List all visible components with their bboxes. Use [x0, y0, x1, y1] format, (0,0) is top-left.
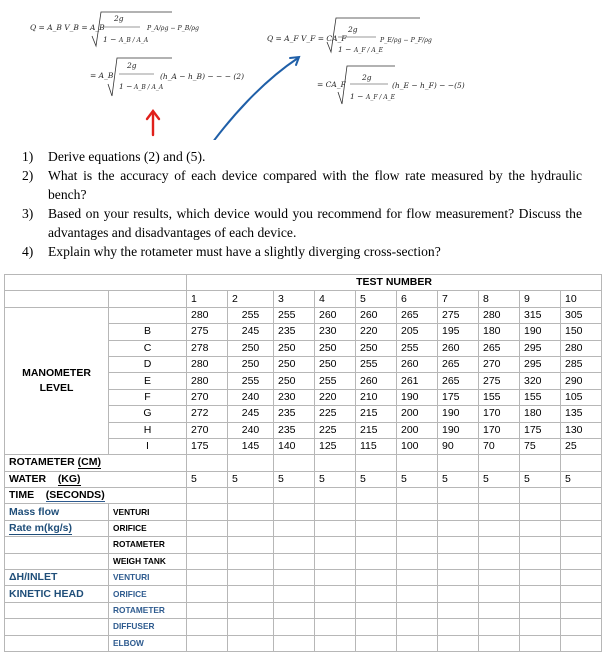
manometer-value: 175	[438, 389, 479, 405]
manometer-value: 115	[356, 438, 397, 454]
test-number: 10	[561, 291, 602, 307]
manometer-value: 272	[187, 406, 228, 422]
manometer-value: 275	[187, 324, 228, 340]
water-value: 5	[397, 471, 438, 487]
manometer-value: 270	[187, 422, 228, 438]
manometer-value: 305	[561, 307, 602, 323]
dh-row	[5, 570, 602, 586]
manometer-value: 255	[228, 307, 274, 323]
manometer-value: 265	[479, 340, 520, 356]
manometer-value: 280	[187, 356, 228, 372]
manometer-value: 280	[479, 307, 520, 323]
time-label: TIME (SECONDS)	[5, 488, 187, 504]
blue-curved-arrow	[207, 57, 299, 140]
orifice-numer: 2g	[348, 25, 358, 34]
manometer-value: 280	[187, 307, 228, 323]
manometer-tube-label: B	[109, 324, 187, 340]
venturi-denom: 1 −	[103, 35, 117, 44]
orifice-eq5-ratio: A_F / A_E	[366, 94, 396, 101]
manometer-value: 220	[356, 324, 397, 340]
orifice-ratio: A_F / A_E	[354, 47, 384, 54]
question-2	[22, 166, 582, 204]
results-table	[4, 274, 602, 652]
mass-flow-label-line2: Rate m(kg/s)	[5, 520, 109, 536]
manometer-value: 155	[479, 389, 520, 405]
manometer-value: 190	[438, 422, 479, 438]
manometer-value: 105	[561, 389, 602, 405]
manometer-value: 175	[520, 422, 561, 438]
manometer-tube-label: I	[109, 438, 187, 454]
dh-row	[5, 586, 602, 602]
water-label: WATER (KG)	[5, 471, 187, 487]
manometer-value: 260	[438, 340, 479, 356]
manometer-value: 270	[187, 389, 228, 405]
manometer-value: 280	[561, 340, 602, 356]
manometer-value: 250	[315, 356, 356, 372]
manometer-value: 225	[315, 422, 356, 438]
manometer-value: 190	[520, 324, 561, 340]
manometer-value: 195	[438, 324, 479, 340]
manometer-value: 265	[438, 356, 479, 372]
test-number: 7	[438, 291, 479, 307]
manometer-value: 180	[520, 406, 561, 422]
manometer-value: 250	[274, 340, 315, 356]
manometer-value: 215	[356, 422, 397, 438]
manometer-value: 255	[315, 373, 356, 389]
water-row	[5, 471, 602, 487]
manometer-tube-label: H	[109, 422, 187, 438]
manometer-value: 90	[438, 438, 479, 454]
manometer-value: 170	[479, 422, 520, 438]
test-number: 3	[274, 291, 315, 307]
venturi-eq2-head: (h_A − h_B) − − − (2)	[160, 72, 245, 81]
manometer-value: 235	[274, 406, 315, 422]
manometer-value: 145	[228, 438, 274, 454]
manometer-value: 290	[561, 373, 602, 389]
manometer-level-label: MANOMETER LEVEL	[5, 307, 109, 455]
manometer-value: 250	[356, 340, 397, 356]
test-number-header: TEST NUMBER	[187, 275, 602, 291]
manometer-value: 260	[356, 373, 397, 389]
water-value: 5	[438, 471, 479, 487]
manometer-value: 245	[228, 324, 274, 340]
rotameter-row	[5, 455, 602, 471]
mass-flow-row	[5, 504, 602, 520]
manometer-tube-label: C	[109, 340, 187, 356]
manometer-value: 275	[479, 373, 520, 389]
question-list	[22, 147, 582, 261]
question-number: 1)	[22, 149, 34, 164]
dh-device: VENTURI	[109, 570, 187, 586]
manometer-value: 175	[187, 438, 228, 454]
mass-flow-row	[5, 553, 602, 569]
manometer-value: 295	[520, 356, 561, 372]
test-number: 9	[520, 291, 561, 307]
manometer-value: 180	[479, 324, 520, 340]
dh-label-line1: ΔH/INLET	[5, 570, 109, 586]
manometer-value: 250	[315, 340, 356, 356]
mass-flow-device: VENTURI	[109, 504, 187, 520]
manometer-value: 265	[397, 307, 438, 323]
manometer-value: 155	[520, 389, 561, 405]
manometer-value: 280	[187, 373, 228, 389]
manometer-value: 190	[397, 389, 438, 405]
manometer-value: 200	[397, 422, 438, 438]
manometer-value: 100	[397, 438, 438, 454]
orifice-denom: 1 −	[338, 45, 352, 54]
manometer-tube-label: E	[109, 373, 187, 389]
question-number: 4)	[22, 244, 34, 259]
dh-row	[5, 619, 602, 635]
manometer-value: 285	[561, 356, 602, 372]
manometer-value: 220	[315, 389, 356, 405]
orifice-eq5-head: (h_E − h_F) − −(5)	[392, 81, 465, 90]
question-number: 3)	[22, 206, 34, 221]
manometer-value: 270	[479, 356, 520, 372]
water-value: 5	[187, 471, 228, 487]
mass-flow-row	[5, 537, 602, 553]
water-value: 5	[479, 471, 520, 487]
venturi-eq2-denom: 1 −	[119, 82, 133, 91]
orifice-eq5-denom: 1 −	[350, 92, 364, 101]
test-number: 1	[187, 291, 228, 307]
venturi-eq2-numer: 2g	[127, 61, 137, 70]
manometer-value: 278	[187, 340, 228, 356]
venturi-lhs: Q = A_B V_B = A_B	[30, 23, 105, 32]
dh-label-line2: KINETIC HEAD	[5, 586, 109, 602]
manometer-row	[5, 307, 602, 323]
manometer-value: 245	[228, 406, 274, 422]
water-value: 5	[356, 471, 397, 487]
manometer-value: 235	[274, 422, 315, 438]
question-number: 2)	[22, 168, 34, 183]
test-number-header-row	[5, 275, 602, 291]
manometer-value: 250	[228, 340, 274, 356]
manometer-value: 230	[315, 324, 356, 340]
question-text: What is the accuracy of each device compared with the flow rate measured by the hydraulic bench?	[48, 168, 582, 202]
manometer-value: 250	[228, 356, 274, 372]
manometer-value: 125	[315, 438, 356, 454]
manometer-value: 25	[561, 438, 602, 454]
question-text: Based on your results, which device would you recommend for flow measurement? Discuss the advantages and disadvantages of each device.	[48, 206, 582, 240]
water-value: 5	[561, 471, 602, 487]
manometer-value: 235	[274, 324, 315, 340]
manometer-value: 190	[438, 406, 479, 422]
manometer-value: 225	[315, 406, 356, 422]
manometer-value: 75	[520, 438, 561, 454]
manometer-value: 250	[274, 356, 315, 372]
manometer-value: 240	[228, 422, 274, 438]
manometer-value: 150	[561, 324, 602, 340]
rotameter-label: ROTAMETER (CM)	[5, 455, 187, 471]
manometer-value: 205	[397, 324, 438, 340]
manometer-value: 135	[561, 406, 602, 422]
time-row	[5, 488, 602, 504]
mass-flow-device: ROTAMETER	[109, 537, 187, 553]
venturi-eq2-prefix: = A_B	[90, 71, 114, 80]
mass-flow-row	[5, 520, 602, 536]
mass-flow-label-line1: Mass flow	[5, 504, 109, 520]
mass-flow-device: ORIFICE	[109, 520, 187, 536]
dh-row	[5, 635, 602, 651]
manometer-value: 140	[274, 438, 315, 454]
manometer-value: 130	[561, 422, 602, 438]
manometer-value: 200	[397, 406, 438, 422]
manometer-value: 260	[397, 356, 438, 372]
manometer-tube-label: G	[109, 406, 187, 422]
manometer-value: 315	[520, 307, 561, 323]
manometer-value: 261	[397, 373, 438, 389]
question-text: Explain why the rotameter must have a slightly diverging cross-section?	[48, 244, 441, 259]
question-text: Derive equations (2) and (5).	[48, 149, 206, 164]
manometer-value: 240	[228, 389, 274, 405]
dh-device: ROTAMETER	[109, 602, 187, 618]
manometer-value: 255	[274, 307, 315, 323]
manometer-value: 210	[356, 389, 397, 405]
dh-device: ORIFICE	[109, 586, 187, 602]
test-number: 5	[356, 291, 397, 307]
test-number: 6	[397, 291, 438, 307]
dh-device: DIFFUSER	[109, 619, 187, 635]
manometer-value: 255	[397, 340, 438, 356]
dh-device: ELBOW	[109, 635, 187, 651]
water-value: 5	[520, 471, 561, 487]
question-4	[22, 242, 582, 261]
venturi-eq2-ratio: A_B / A_A	[134, 84, 164, 91]
test-number: 4	[315, 291, 356, 307]
orifice-eq5-numer: 2g	[362, 73, 372, 82]
equations-figure	[0, 0, 605, 140]
venturi-ratio: A_B / A_A	[119, 37, 149, 44]
orifice-lhs: Q = A_F V_F = CA_F	[267, 34, 347, 43]
manometer-tube-label: F	[109, 389, 187, 405]
manometer-value: 275	[438, 307, 479, 323]
red-arrow-marker	[147, 111, 159, 135]
manometer-value: 320	[520, 373, 561, 389]
manometer-value: 295	[520, 340, 561, 356]
manometer-value: 250	[274, 373, 315, 389]
manometer-value: 260	[356, 307, 397, 323]
dh-row	[5, 602, 602, 618]
test-number: 8	[479, 291, 520, 307]
mass-flow-device: WEIGH TANK	[109, 553, 187, 569]
manometer-tube-label	[109, 307, 187, 323]
question-1	[22, 147, 582, 166]
manometer-value: 260	[315, 307, 356, 323]
water-value: 5	[274, 471, 315, 487]
manometer-value: 170	[479, 406, 520, 422]
water-value: 5	[315, 471, 356, 487]
venturi-pressure: P_A/ρg − P_B/ρg	[147, 25, 200, 32]
manometer-value: 255	[228, 373, 274, 389]
manometer-value: 215	[356, 406, 397, 422]
question-3	[22, 204, 582, 242]
manometer-value: 255	[356, 356, 397, 372]
water-value: 5	[228, 471, 274, 487]
orifice-pressure: P_E/ρg − P_F/ρg	[380, 37, 432, 44]
manometer-value: 230	[274, 389, 315, 405]
venturi-numer: 2g	[114, 14, 124, 23]
test-number: 2	[228, 291, 274, 307]
orifice-eq5-prefix: = CA_F	[317, 80, 346, 89]
test-number-row	[5, 291, 602, 307]
manometer-tube-label: D	[109, 356, 187, 372]
manometer-value: 70	[479, 438, 520, 454]
manometer-value: 265	[438, 373, 479, 389]
